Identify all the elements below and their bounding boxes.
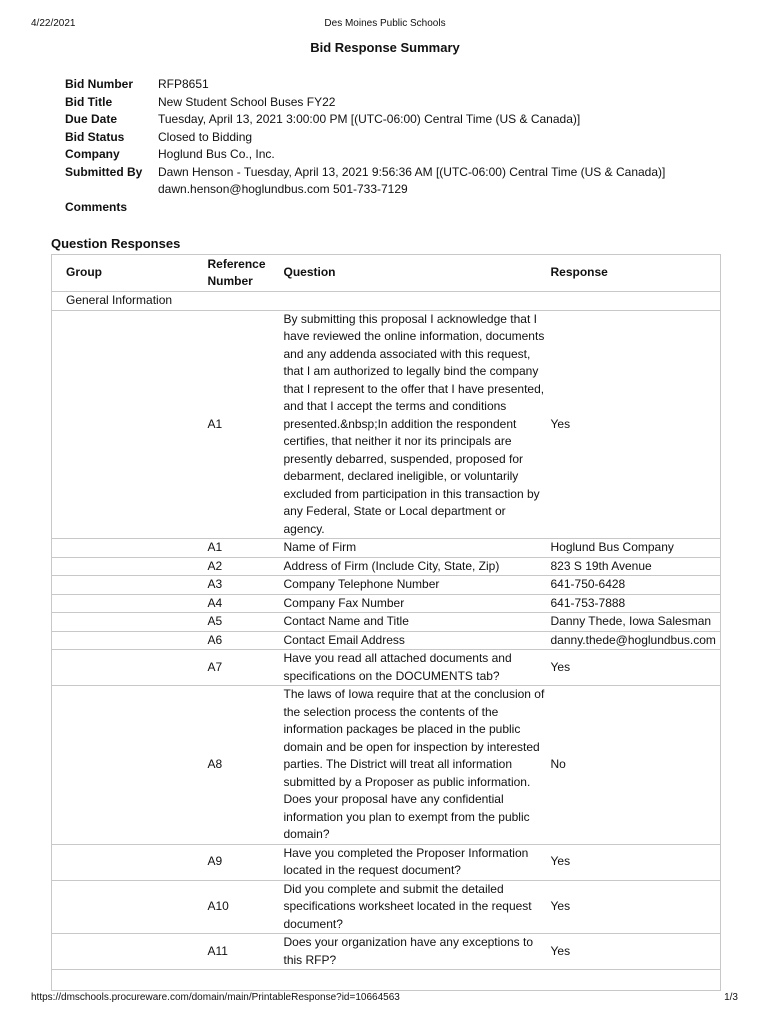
response-value: Yes (551, 650, 721, 686)
table-row (52, 557, 721, 576)
ref-number: A11 (202, 934, 282, 970)
response-value: Yes (551, 934, 721, 970)
table-row (52, 631, 721, 650)
response-value: 823 S 19th Avenue (551, 557, 721, 576)
col-header-question: Question (282, 255, 551, 292)
question-text: Contact Email Address (282, 631, 551, 650)
table-row (52, 594, 721, 613)
bid-status-value: Closed to Bidding (158, 129, 253, 144)
table-row (52, 310, 721, 539)
table-row (52, 613, 721, 632)
ref-number: A5 (202, 613, 282, 632)
response-value: Yes (551, 844, 721, 880)
ref-number: A10 (202, 880, 282, 934)
site-name: Des Moines Public Schools (324, 18, 446, 29)
submitter-contact: dawn.henson@hoglundbus.com 501-733-7129 (158, 182, 408, 196)
submitted-by-value: Dawn Henson - Tuesday, April 13, 2021 9:56:36 AM [(UTC-06:00) Central Time (US & Canada)] (158, 164, 666, 179)
due-date-label: Due Date (65, 112, 118, 126)
question-text: Did you complete and submit the detailed specifications worksheet located in the request document? (282, 880, 551, 934)
response-value: 641-753-7888 (551, 594, 721, 613)
company-label: Company (65, 147, 120, 161)
question-text: Name of Firm (282, 539, 551, 558)
response-value: danny.thede@hoglundbus.com (551, 631, 721, 650)
bid-number-label: Bid Number (65, 77, 134, 91)
company-value: Hoglund Bus Co., Inc. (158, 147, 275, 161)
group-name: General Information (52, 292, 721, 311)
question-responses-table (51, 254, 721, 991)
question-text: Contact Name and Title (282, 613, 551, 632)
ref-number: A6 (202, 631, 282, 650)
question-text: Company Fax Number (282, 594, 551, 613)
ref-number: A1 (202, 539, 282, 558)
question-text: Company Telephone Number (282, 576, 551, 595)
group-row (52, 292, 721, 311)
response-value: Danny Thede, Iowa Salesman (551, 613, 721, 632)
table-row (52, 539, 721, 558)
table-row (52, 844, 721, 880)
table-header-row (52, 255, 721, 292)
page-number: 1/3 (724, 992, 738, 1003)
response-value: No (551, 686, 721, 845)
ref-number: A4 (202, 594, 282, 613)
table-row (52, 650, 721, 686)
response-value: Yes (551, 880, 721, 934)
ref-number: A3 (202, 576, 282, 595)
bid-number-value: RFP8651 (158, 77, 209, 91)
col-header-reference: Reference Number (202, 255, 282, 292)
table-row-empty (52, 970, 721, 991)
print-date: 4/22/2021 (31, 18, 76, 29)
question-responses-heading: Question Responses (51, 236, 181, 251)
table-row (52, 576, 721, 595)
question-text: Have you read all attached documents and specifications on the DOCUMENTS tab? (282, 650, 551, 686)
submitted-by-label: Submitted By (65, 164, 143, 179)
bid-status-label: Bid Status (65, 129, 125, 144)
question-text: Does your organization have any exceptions to this RFP? (282, 934, 551, 970)
bid-details (65, 76, 665, 216)
table-row (52, 686, 721, 845)
question-text: By submitting this proposal I acknowledge that I have reviewed the online information, documents and any addenda associated with this request, that I am authorized to legally bind the company that I represent to the offer that I have presented, and that I accept the terms and conditions presented.&nbsp;In addition the respondent certifies, that neither it nor its principals are presently debarred, suspended, proposed for debarment, declared ineligible, or voluntarily excluded from participation in this transaction by any Federal, State or Local department or agency. (282, 310, 551, 539)
bid-title-value: New Student School Buses FY22 (158, 94, 336, 109)
ref-number: A7 (202, 650, 282, 686)
ref-number: A1 (202, 310, 282, 539)
comments-label: Comments (65, 199, 128, 214)
response-value: Hoglund Bus Company (551, 539, 721, 558)
question-text: Address of Firm (Include City, State, Zip) (282, 557, 551, 576)
due-date-value: Tuesday, April 13, 2021 3:00:00 PM [(UTC-06:00) Central Time (US & Canada)] (158, 112, 581, 126)
ref-number: A9 (202, 844, 282, 880)
footer-url: https://dmschools.procureware.com/domain/main/PrintableResponse?id=10664563 (31, 992, 400, 1003)
response-value: Yes (551, 310, 721, 539)
table-row (52, 934, 721, 970)
page-title: Bid Response Summary (310, 40, 460, 55)
ref-number: A8 (202, 686, 282, 845)
ref-number: A2 (202, 557, 282, 576)
response-value: 641-750-6428 (551, 576, 721, 595)
question-text: The laws of Iowa require that at the conclusion of the selection process the contents of the information packages be placed in the public domain and be open for inspection by interested parties. The District will treat all information submitted by a Proposer as public information. Does your proposal have any confidential information you plan to exempt from the public domain? (282, 686, 551, 845)
question-text: Have you completed the Proposer Information located in the request document? (282, 844, 551, 880)
col-header-group: Group (52, 255, 202, 292)
table-row (52, 880, 721, 934)
bid-title-label: Bid Title (65, 94, 113, 109)
col-header-response: Response (551, 255, 721, 292)
